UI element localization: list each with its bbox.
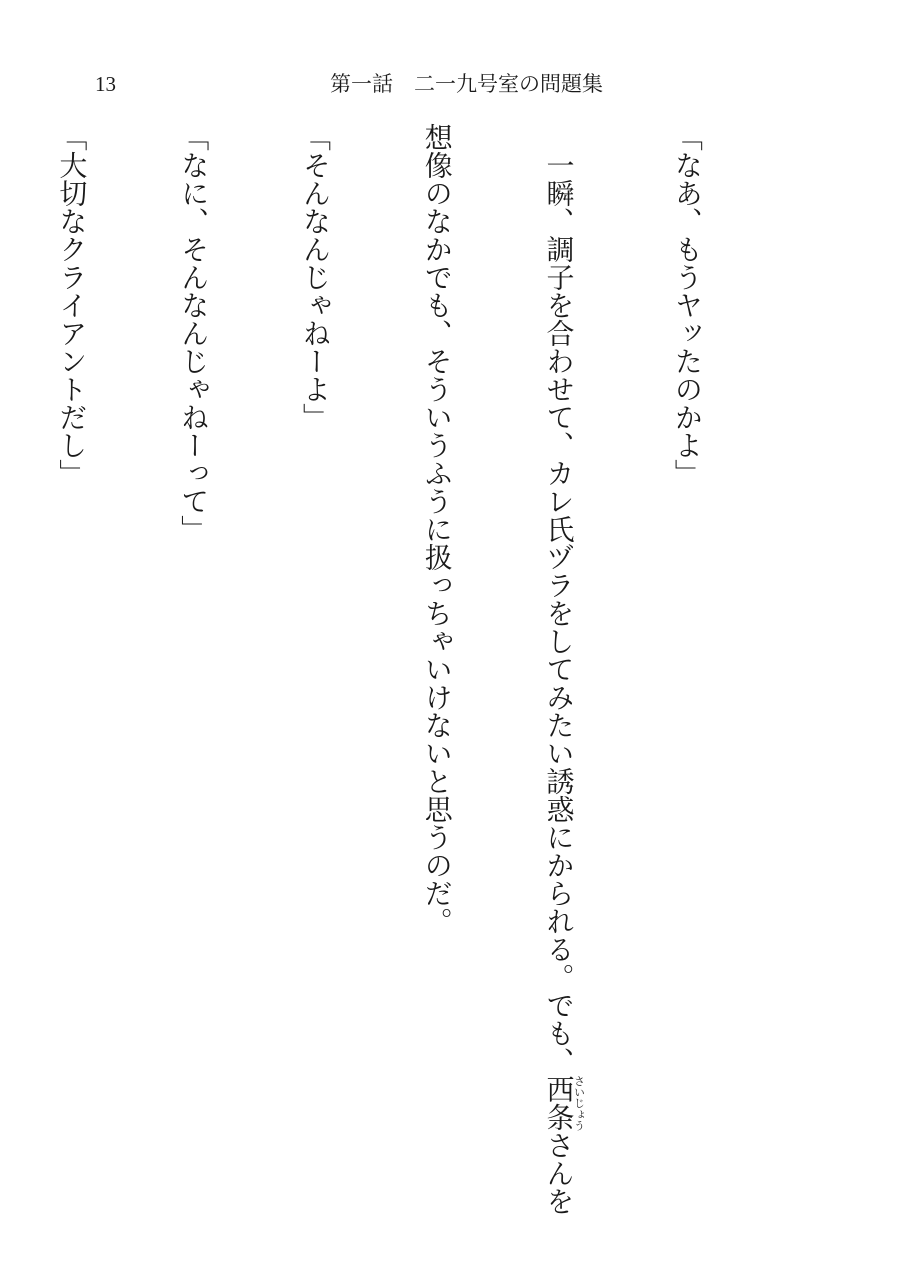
text-line [538, 123, 586, 1215]
ruby-reading: さいじょう [572, 1075, 586, 1131]
running-head: 第一話 二一九号室の問題集 [330, 72, 603, 96]
text-line: 「なに、そんなんじゃねーって」 [177, 123, 211, 543]
ruby-name [542, 1075, 586, 1131]
text-line: 「そんなんじゃねーよ」 [298, 123, 332, 431]
text-line: 想像のなかでも、そういうふうに扱っちゃいけないと思うのだ。 [420, 123, 454, 935]
ruby-base: 西条 [542, 1075, 576, 1131]
text-line: 「なあ、もうヤッたのかよ」 [670, 123, 704, 487]
text-segment: さんを [542, 1131, 576, 1215]
page-number: 13 [95, 72, 116, 96]
text-line: 「大切なクライアントだし」 [55, 123, 89, 487]
text-segment: 一瞬、調子を合わせて、カレ氏ヅラをしてみたい誘惑にかられる。でも、 [542, 123, 576, 1075]
body-text [0, 123, 788, 1215]
